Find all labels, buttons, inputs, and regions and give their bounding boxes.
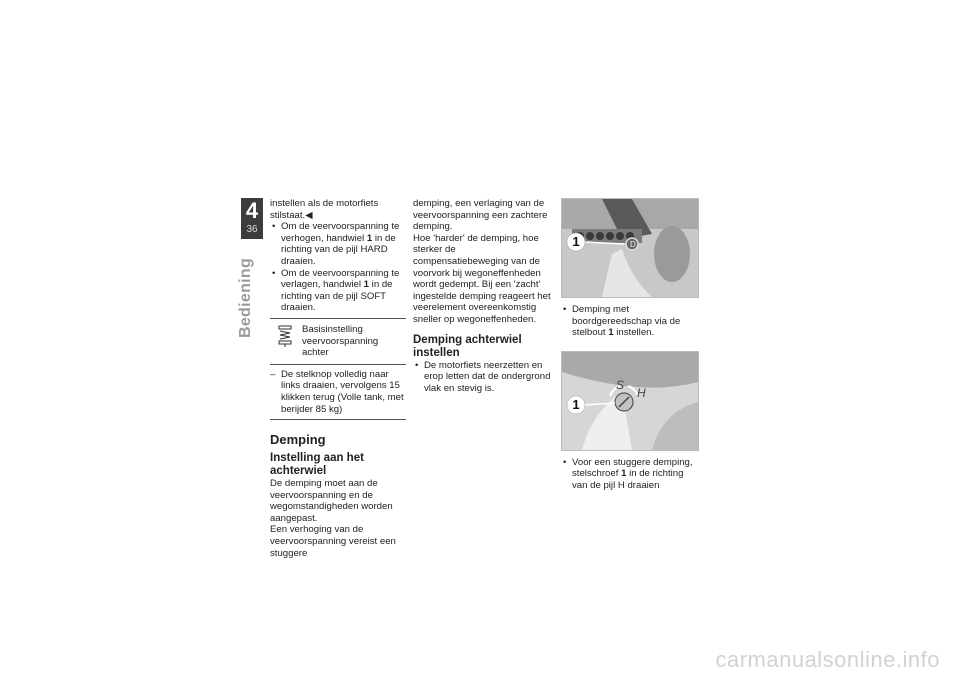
column-3 — [561, 198, 699, 492]
instruction-block — [270, 365, 406, 420]
photo-rear-shock — [561, 198, 699, 298]
column-2 — [413, 198, 553, 394]
soft-label: S — [616, 377, 625, 392]
rear-shock-photo — [562, 199, 698, 297]
section-label: Bediening — [237, 257, 254, 338]
column-1 — [270, 198, 406, 559]
bullet-item: • Om de veervoorspanning te verhogen, handwiel 1 in de richting van de pijl HARD draaien. — [270, 221, 406, 267]
bullet-item: • Voor een stuggere demping, stelschroef 1 in de richting van de pijl H draaien — [561, 457, 697, 492]
photo-damping-screw — [561, 351, 699, 451]
end-marker-icon: ◀ — [305, 209, 313, 221]
paragraph: Hoe 'harder' de demping, hoe sterker de compensatiebeweging van de voorvork bij wegoneffenheden wordt gedempt. Bij een 'zacht' ingestelde demping reageert het veerelement overeenkomstig sneller op wegoneffenheden. — [413, 232, 551, 325]
page-number: 36 — [246, 224, 258, 235]
bullet-item: • De motorfiets neerzetten en erop letten dat de ondergrond vlak en stevig is. — [413, 360, 553, 395]
hard-label: H — [637, 385, 646, 400]
section-heading: Demping — [270, 432, 326, 448]
subsection-heading: Instelling aan het achterwiel — [270, 452, 364, 478]
callout-number: 1 — [572, 234, 580, 249]
svg-text:D: D — [630, 240, 636, 249]
intro-text: instellen als de motorfiets stilstaat.◀ — [270, 198, 379, 221]
paragraph: De demping moet aan de veervoorspanning en de wegomstandigheden worden aangepast. — [270, 478, 393, 524]
chapter-tab — [241, 198, 263, 239]
paragraph: Een verhoging van de veervoorspanning vereist een stuggere — [270, 524, 396, 559]
caption — [561, 457, 697, 492]
chapter-number: 4 — [245, 198, 259, 223]
paragraph: demping, een verlaging van de veervoorspanning een zachtere demping. — [413, 198, 548, 233]
section-heading: Demping achterwiel instellen — [413, 333, 522, 359]
dash-item: – De stelknop volledig naar links draaien, vervolgens 15 klikken terug (Volle tank, met berijder 85 kg) — [270, 369, 406, 415]
note-text: Basisinstelling veervoorspanning achter — [302, 323, 379, 359]
watermark: carmanualsonline.info — [715, 647, 940, 672]
bullet-item: • Demping met boordgereedschap via de stelbout 1 instellen. — [561, 304, 697, 339]
caption — [561, 304, 697, 339]
callout-number: 1 — [572, 396, 580, 412]
damping-screw-photo — [562, 352, 698, 450]
bullet-item: • Om de veervoorspanning te verlagen, handwiel 1 in de richting van de pijl SOFT draaien. — [270, 268, 406, 314]
spring-preload-icon — [276, 325, 294, 347]
note-box — [270, 318, 406, 365]
